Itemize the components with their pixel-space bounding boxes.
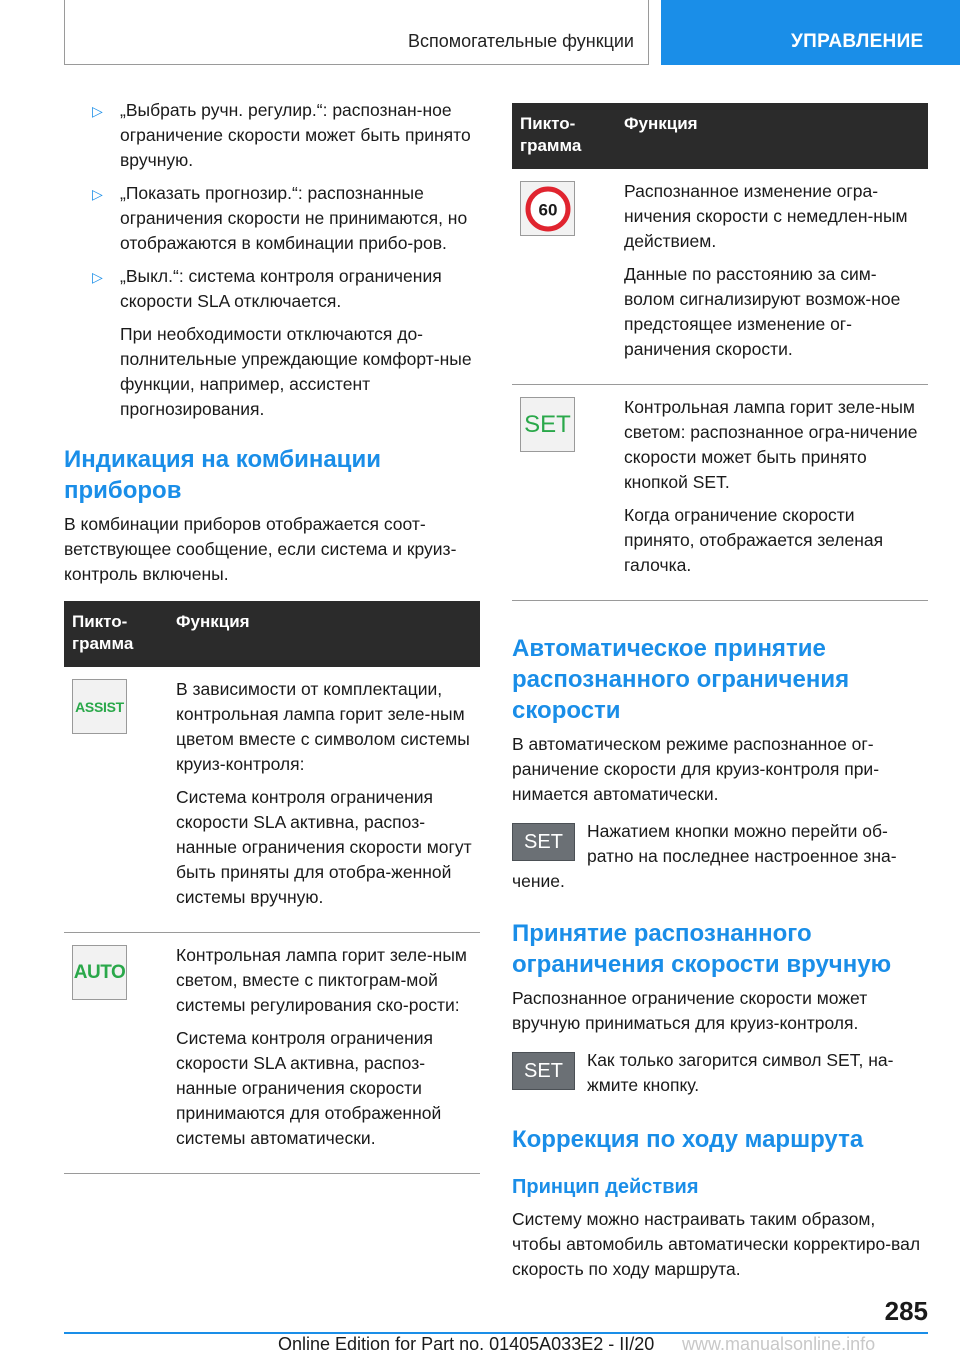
svg-text:60: 60 bbox=[538, 200, 557, 219]
page-number: 285 bbox=[884, 1296, 928, 1326]
table-row bbox=[512, 385, 928, 601]
list-item: ▷ „Показать прогнозир.“: распознанные ограничения скорости не принимаются, но отображаются в комбинации прибо-ров. bbox=[92, 183, 468, 253]
column-header-pictogram: Пикто-грамма bbox=[512, 103, 616, 169]
function-text: Система контроля ограничения скорости SLA активна, распоз-нанные ограничения скорости принимаются для отображенной системы автоматически. bbox=[176, 1028, 442, 1148]
manual-accept-paragraph: Распознанное ограничение скорости может вручную приниматься для круиз-контроля. bbox=[512, 988, 868, 1033]
intro-paragraph: В комбинации приборов отображается соот-ветствующее сообщение, если система и круиз-контроль включены. bbox=[64, 514, 457, 584]
manual-accept-set-paragraph: SET Как только загорится символ SET, на-жмите кнопку. bbox=[512, 1048, 928, 1098]
function-text: Контрольная лампа горит зеле-ным светом: распознанное огра-ничение скорости может быть принято кнопкой SET. bbox=[624, 397, 918, 492]
auto-accept-set-paragraph: SET Нажатием кнопки можно перейти об-ратно на последнее настроенное зна-чение. bbox=[512, 821, 897, 891]
list-item: ▷ „Выбрать ручн. регулир.“: распознан-ное ограничение скорости может быть принято вручную. bbox=[92, 100, 471, 170]
principle-paragraph: Систему можно настраивать таким образом, чтобы автомобиль автоматически корректиро-вал скорость по ходу маршрута. bbox=[512, 1209, 921, 1279]
footer-edition: Online Edition for Part no. 01405A033E2 - II/20 bbox=[278, 1334, 655, 1354]
function-text: Контрольная лампа горит зеле-ным светом, вместе с пиктограм-мой системы регулирования ско-рости: bbox=[176, 945, 467, 1015]
list-item: ▷ „Выкл.“: система контроля ограничения скорости SLA отключается. bbox=[92, 266, 442, 311]
footer-watermark: www.manualsonline.info bbox=[682, 1334, 876, 1354]
subheading-principle: Принцип действия bbox=[512, 1176, 699, 1198]
section-heading-manual-accept: Принятие распознанного ограничения скорости вручную bbox=[512, 920, 892, 978]
triangle-bullet-icon: ▷ bbox=[92, 103, 103, 119]
set-button-icon: SET bbox=[512, 823, 575, 861]
column-header-function: Функция bbox=[168, 601, 480, 667]
column-header-pictogram: Пикто-грамма bbox=[64, 601, 168, 667]
header-chapter-tab bbox=[661, 0, 960, 65]
section-heading-indication: Индикация на комбинации приборов bbox=[64, 446, 381, 504]
header-section-tab bbox=[64, 0, 649, 65]
header-chapter-title: УПРАВЛЕНИЕ bbox=[791, 31, 924, 52]
auto-accept-paragraph: В автоматическом режиме распознанное ог-раничение скорости для круиз-контроля при-нимается автоматически. bbox=[512, 734, 880, 804]
function-text: В зависимости от комплектации, контрольная лампа горит зеле-ным цветом вместе с символом системы круиз-контроля: bbox=[176, 679, 470, 774]
function-text: Когда ограничение скорости принято, отображается зеленая галочка. bbox=[624, 505, 884, 575]
function-text: Распознанное изменение огра-ничения скорости с немедлен-ным действием. bbox=[624, 181, 908, 251]
auto-indicator-icon: AUTO bbox=[72, 945, 127, 1000]
speed-limit-sign-icon bbox=[520, 181, 575, 236]
triangle-bullet-icon: ▷ bbox=[92, 269, 103, 285]
right-column bbox=[512, 103, 928, 1282]
set-indicator-icon: SET bbox=[520, 397, 575, 452]
triangle-bullet-icon: ▷ bbox=[92, 186, 103, 202]
function-text: Данные по расстоянию за сим-волом сигнализируют возмож-ное предстоящее изменение ог-раничения скорости. bbox=[624, 264, 901, 359]
function-text: Система контроля ограничения скорости SLA активна, распоз-нанные ограничения скорости могут быть приняты для отобра-женной системы вручную. bbox=[176, 787, 472, 907]
table-row bbox=[512, 169, 928, 385]
pictogram-table-right bbox=[512, 103, 928, 601]
set-button-icon: SET bbox=[512, 1052, 575, 1090]
assist-indicator-icon: ASSIST bbox=[72, 679, 127, 734]
section-heading-auto-accept: Автоматическое принятие распознанного ограничения скорости bbox=[512, 635, 850, 724]
column-header-function: Функция bbox=[616, 103, 928, 169]
pictogram-table-left bbox=[64, 601, 480, 1174]
table-row bbox=[64, 933, 480, 1174]
section-heading-route-correction: Коррекция по ходу маршрута bbox=[512, 1126, 864, 1153]
bullet-note: При необходимости отключаются до-полнительные упреждающие комфорт-ные функции, например, ассистент прогнозирования. bbox=[120, 324, 472, 419]
left-column bbox=[64, 98, 480, 1174]
header-section-title: Вспомогательные функции bbox=[407, 31, 634, 51]
table-row bbox=[64, 667, 480, 933]
